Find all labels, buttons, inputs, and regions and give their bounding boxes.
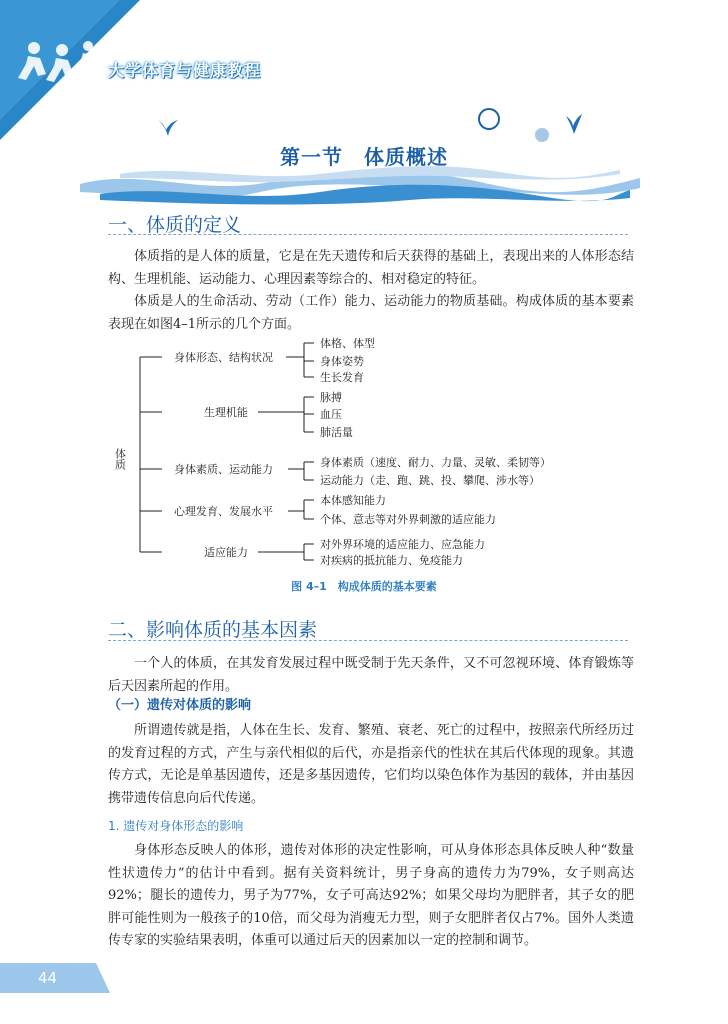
subheading-heredity: （一）遗传对体质的影响	[108, 698, 252, 713]
connector	[288, 500, 314, 519]
heading-definition: 一、体质的定义	[108, 214, 242, 236]
branch-label: 身体素质、运动能力	[174, 463, 273, 476]
leaf-item: 本体感知能力	[320, 494, 386, 507]
leaf-item: 对外界环境的适应能力、应急能力	[320, 538, 485, 551]
paragraph: 一个人的体质，在其发育发展过程中既受制于先天条件，又不可忽视环境、体育锻炼等后天因素所起的作用。	[108, 656, 634, 694]
leaf-item: 脉搏	[320, 391, 342, 404]
paragraph: 身体形态反映人的体形，遗传对体形的决定性影响，可从身体形态具体反映人种“数量性状遗传力”的估计中看到。据有关资料统计，男子身高的遗传力为79%，女子则高达92%；腿长的遗传力，男子为77%，女子可高达92%；如果父母均为肥胖者，其子女的肥胖可能性则为一般孩子的10倍，而父母为消瘦无力型，则子女肥胖者仅占7%。国外人类遗传专家的实验结果表明，体重可以通过后天的因素加以一定的控制和调节。	[108, 843, 634, 948]
branch-label: 身体形态、结构状况	[174, 351, 273, 364]
book-title: 大学体育与健康教程	[108, 61, 262, 80]
connector	[286, 343, 314, 377]
branch-label: 适应能力	[204, 546, 248, 559]
bird-icon	[156, 114, 180, 138]
leaf-item: 生长发育	[320, 371, 364, 384]
heading-divider	[108, 234, 628, 235]
root-bracket	[140, 357, 162, 552]
constitution-diagram	[108, 330, 628, 570]
wave-decoration	[80, 160, 640, 208]
bird-icon	[562, 112, 586, 136]
leaf-item: 身体姿势	[320, 355, 364, 368]
leaf-item: 对疾病的抵抗能力、免疫能力	[320, 554, 463, 567]
page-number: 44	[38, 969, 58, 987]
connector	[288, 462, 314, 480]
leaf-item: 肺活量	[320, 426, 353, 439]
circle-outline-icon	[476, 106, 502, 132]
paragraph: 体质是人的生命活动、劳动（工作）能力、运动能力的物质基础。构成体质的基本要素表现在如图4–1所示的几个方面。	[108, 294, 634, 332]
leaf-item: 体格、体型	[320, 337, 375, 350]
leaf-item: 身体素质（速度、耐力、力量、灵敏、柔韧等）	[320, 456, 551, 469]
paragraph: 体质指的是人体的质量，它是在先天遗传和后天获得的基础上，表现出来的人体形态结构、生理机能、运动能力、心理因素等综合的、相对稳定的特征。	[108, 249, 634, 287]
branch-label: 心理发育、发展水平	[174, 505, 273, 518]
leaf-item: 运动能力（走、跑、跳、投、攀爬、涉水等）	[320, 474, 540, 487]
diagram-root: 体质	[113, 448, 127, 470]
connector	[258, 397, 314, 432]
leaf-item: 血压	[320, 408, 342, 421]
branch-label: 生理机能	[204, 406, 248, 419]
connector	[258, 544, 314, 560]
heading-factors: 二、影响体质的基本因素	[108, 619, 318, 641]
figure-caption: 图 4–1 构成体质的基本要素	[291, 580, 437, 593]
paragraph: 所谓遗传就是指，人体在生长、发育、繁殖、衰老、死亡的过程中，按照亲代所经历过的发育过程的方式，产生与亲代相似的后代，亦是指亲代的性状在其后代体现的现象。其遗传方式，无论是单基因遗传，还是多基因遗传，它们均以染色体作为基因的载体，并由基因携带遗传信息向后代传递。	[108, 723, 634, 806]
section-title: 第一节 体质概述	[280, 145, 448, 169]
minor-heading: 1. 遗传对身体形态的影响	[108, 819, 244, 833]
heading-divider	[108, 640, 628, 641]
leaf-item: 个体、意志等对外界刺激的适应能力	[320, 513, 496, 526]
